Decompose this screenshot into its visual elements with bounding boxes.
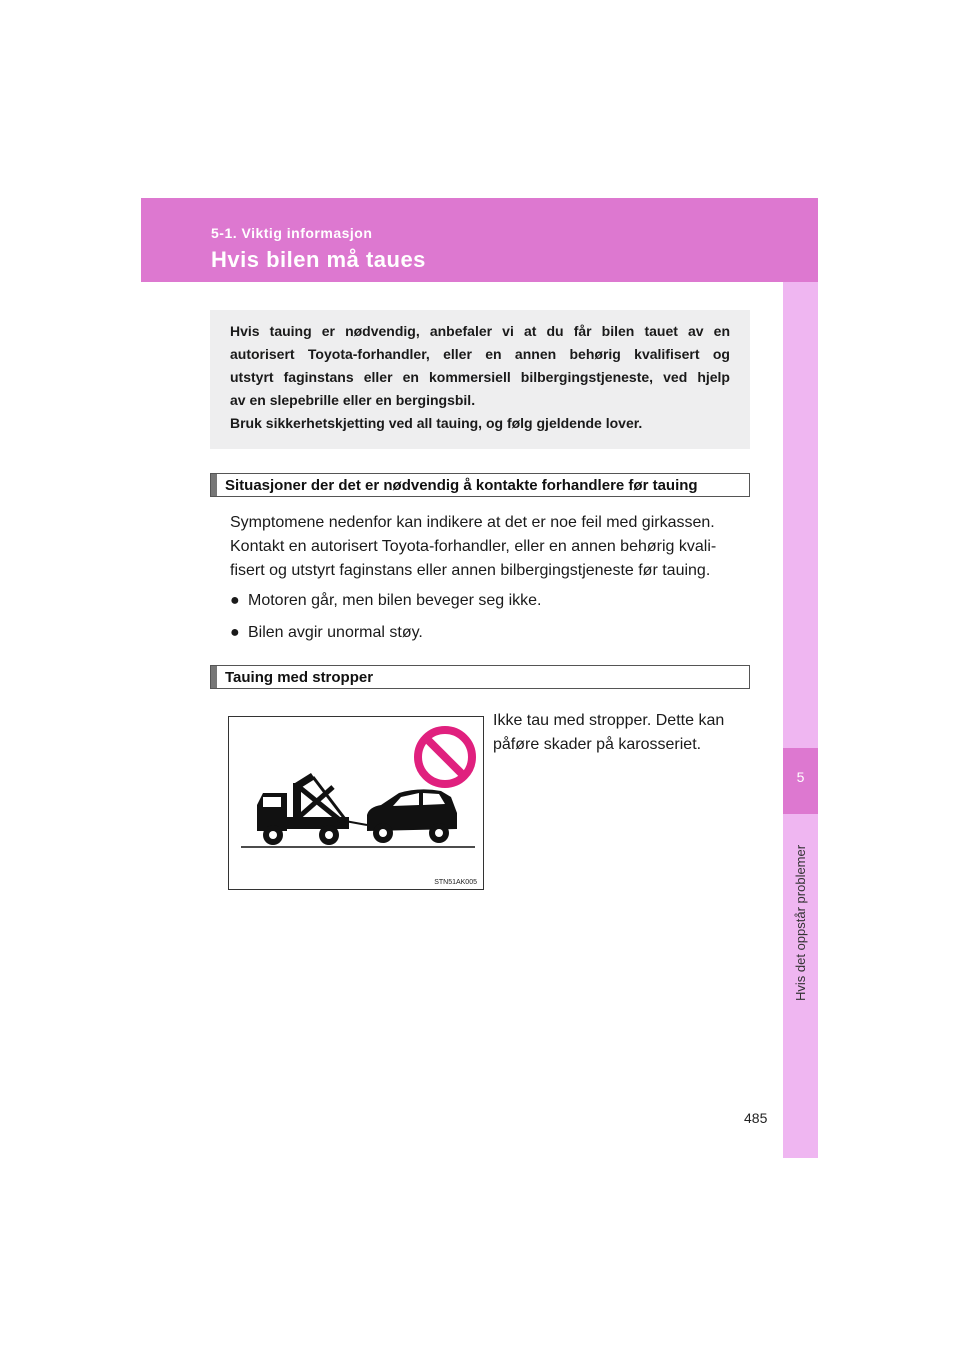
towing-illustration <box>228 716 484 890</box>
section-label: 5-1. Viktig informasjon <box>211 225 373 241</box>
tow-truck-illustration <box>229 717 483 889</box>
intro-line: av en slepebrille eller en bergingsbil. <box>230 392 476 408</box>
section-heading-text: Tauing med stropper <box>225 669 374 686</box>
paragraph-line: Kontakt en autorisert Toyota-forhandler, eller en annen behørig kvali- <box>230 538 717 555</box>
bullet-item <box>230 589 542 613</box>
section2-paragraph <box>493 709 749 757</box>
paragraph-line: fisert og utstyrt faginstans eller annen bilbergingstjeneste før tauing. <box>230 562 711 579</box>
section-heading-dealer <box>210 473 750 497</box>
intro-line: utstyrt faginstans eller en kommersiell bilbergingstjeneste, ved hjelp <box>230 369 730 385</box>
chapter-title-vertical: Hvis det oppstår problemer <box>793 844 808 1001</box>
heading-bar <box>211 666 217 688</box>
bullet-text: Bilen avgir unormal støy. <box>248 624 423 641</box>
page-title: Hvis bilen må taues <box>211 247 426 272</box>
bullet-dot-icon: ● <box>230 624 240 641</box>
intro-line: autorisert Toyota-forhandler, eller en annen behørig kvalifisert og <box>230 346 730 362</box>
paragraph-line: påføre skader på karosseriet. <box>493 736 702 753</box>
intro-line: Bruk sikkerhetskjetting ved all tauing, og følg gjeldende lover. <box>230 415 643 431</box>
car-icon <box>367 789 457 843</box>
intro-line: Hvis tauing er nødvendig, anbefaler vi at du får bilen tauet av en <box>230 323 730 339</box>
chapter-number: 5 <box>796 769 805 785</box>
tow-truck-icon <box>257 773 367 845</box>
heading-bar <box>211 474 217 496</box>
section-heading-text: Situasjoner der det er nødvendig å kontakte forhandlere før tauing <box>225 477 698 494</box>
chapter-header-band <box>141 198 818 282</box>
intro-box <box>210 310 750 449</box>
chapter-number-tab <box>783 748 818 814</box>
paragraph-line: Symptomene nedenfor kan indikere at det er noe feil med girkassen. <box>230 514 715 531</box>
section1-paragraph <box>230 511 750 583</box>
page-number: 485 <box>744 1110 768 1126</box>
prohibition-icon <box>418 730 472 784</box>
chapter-side-tab <box>783 282 818 1158</box>
bullet-dot-icon: ● <box>230 592 240 609</box>
intro-text <box>230 320 730 435</box>
illustration-code: STN51AK005 <box>434 879 477 886</box>
bullet-text: Motoren går, men bilen beveger seg ikke. <box>248 592 542 609</box>
bullet-item <box>230 621 423 645</box>
section-heading-straps <box>210 665 750 689</box>
paragraph-line: Ikke tau med stropper. Dette kan <box>493 712 725 729</box>
